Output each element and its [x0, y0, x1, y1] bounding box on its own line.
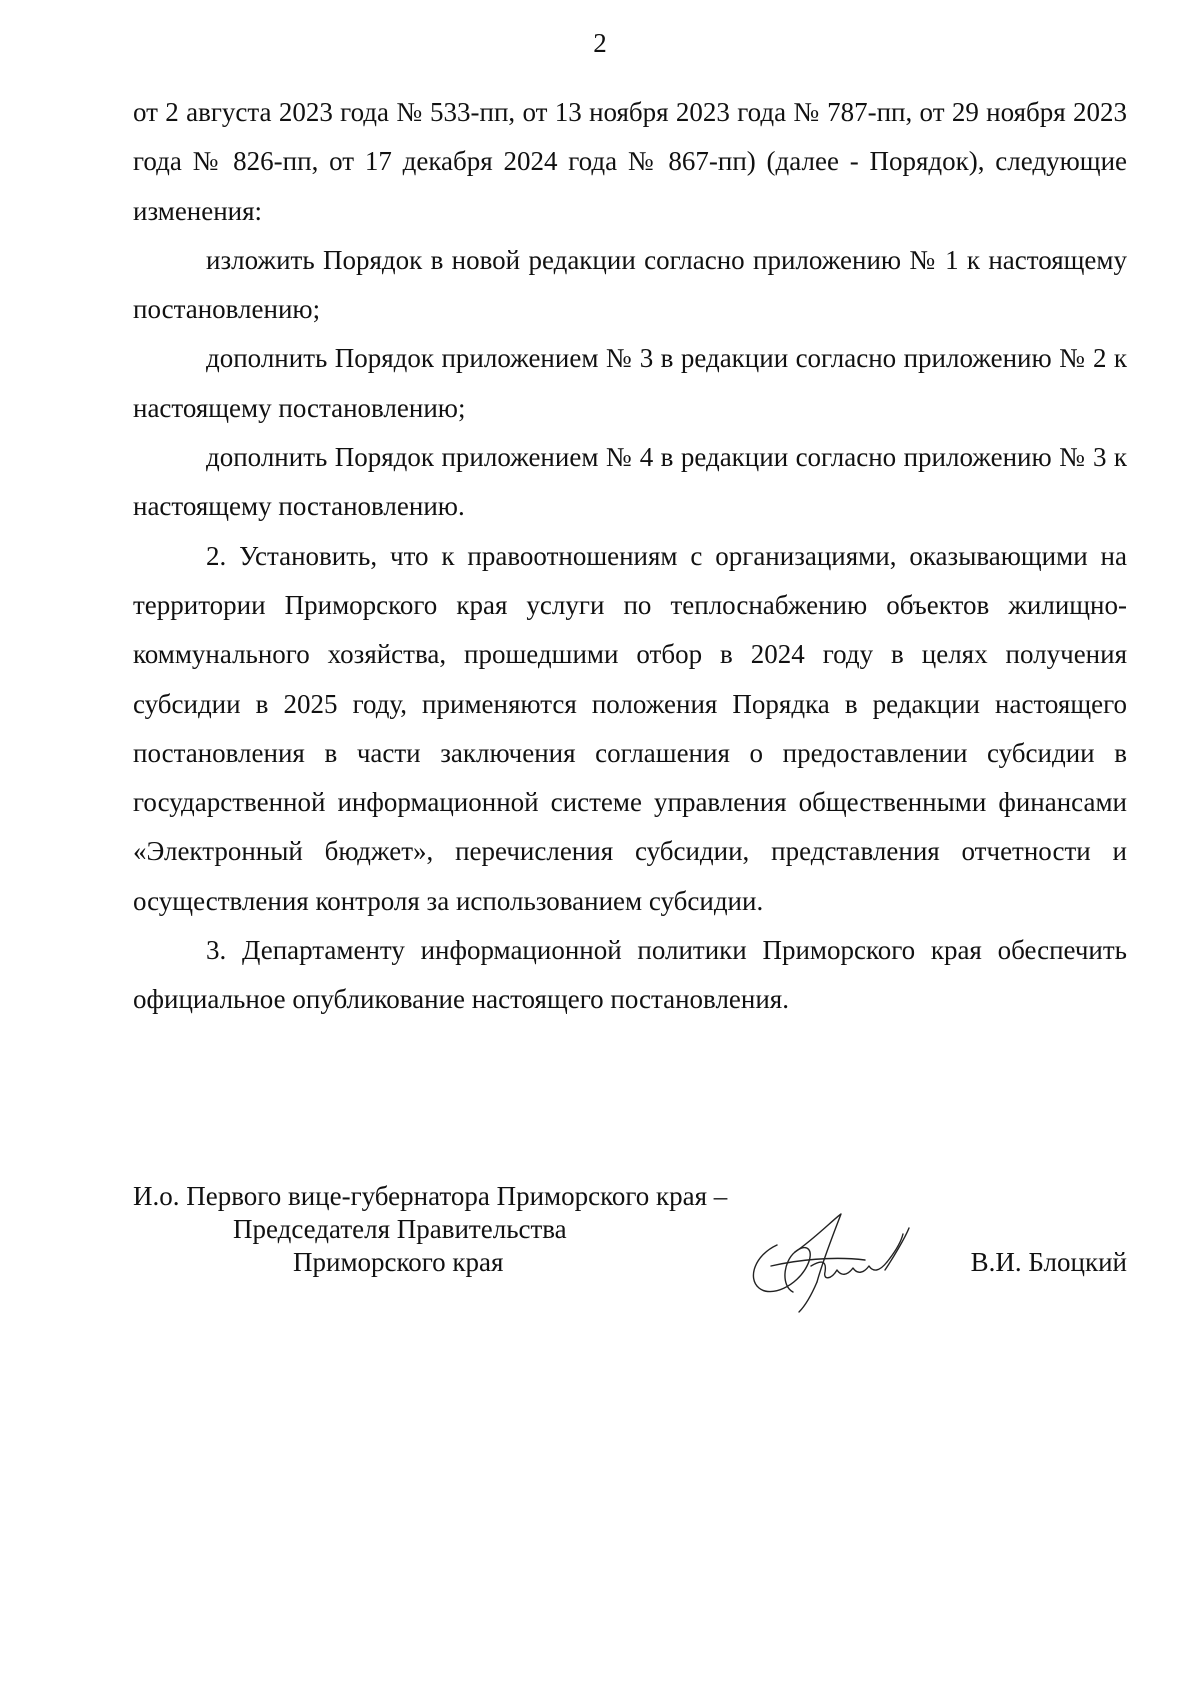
paragraph-amendment-2: дополнить Порядок приложением № 3 в редакции согласно приложению № 2 к настоящему постановлению; [133, 343, 1127, 423]
paragraph-amendment-1: изложить Порядок в новой редакции согласно приложению № 1 к настоящему постановлению; [133, 244, 1127, 325]
paragraph-amendment-3: дополнить Порядок приложением № 4 в редакции согласно приложению № 3 к настоящему постановлению. [133, 442, 1127, 522]
signer-position-line-3: Приморского края [293, 1247, 504, 1277]
paragraph-item-3: 3. Департаменту информационной политики Приморского края обеспечить официальное опубликование настоящего постановления. [133, 935, 1127, 1015]
page-number: 2 [593, 28, 607, 58]
document-body [133, 88, 1127, 1025]
paragraph-amendments-intro: от 2 августа 2023 года № 533-пп, от 13 ноября 2023 года № 787-пп, от 29 ноября 2023 года № 826-пп, от 17 декабря 2024 года № 867-пп) (далее - Порядок), следующие изменения: [133, 97, 1127, 226]
handwritten-signature [737, 1200, 937, 1320]
paragraph-item-2: 2. Установить, что к правоотношениям с организациями, оказывающими на территории Приморского края услуги по теплоснабжению объектов жилищно-коммунального хозяйства, прошедшими отбор в 2024 году в целях получения субсидии в 2025 году, применяются положения Порядка в редакции настоящего постановления в части заключения соглашения о предоставлении субсидии в государственной информационной системе управления общественными финансами «Электронный бюджет», перечисления субсидии, представления отчетности и осуществления контроля за использованием субсидии. [133, 540, 1127, 916]
signature-block [133, 1180, 1127, 1330]
signer-position-line-1: И.о. Первого вице-губернатора Приморского края – [133, 1181, 728, 1211]
signer-name: В.И. Блоцкий [970, 1247, 1127, 1277]
signer-position-line-2: Председателя Правительства [233, 1214, 567, 1244]
